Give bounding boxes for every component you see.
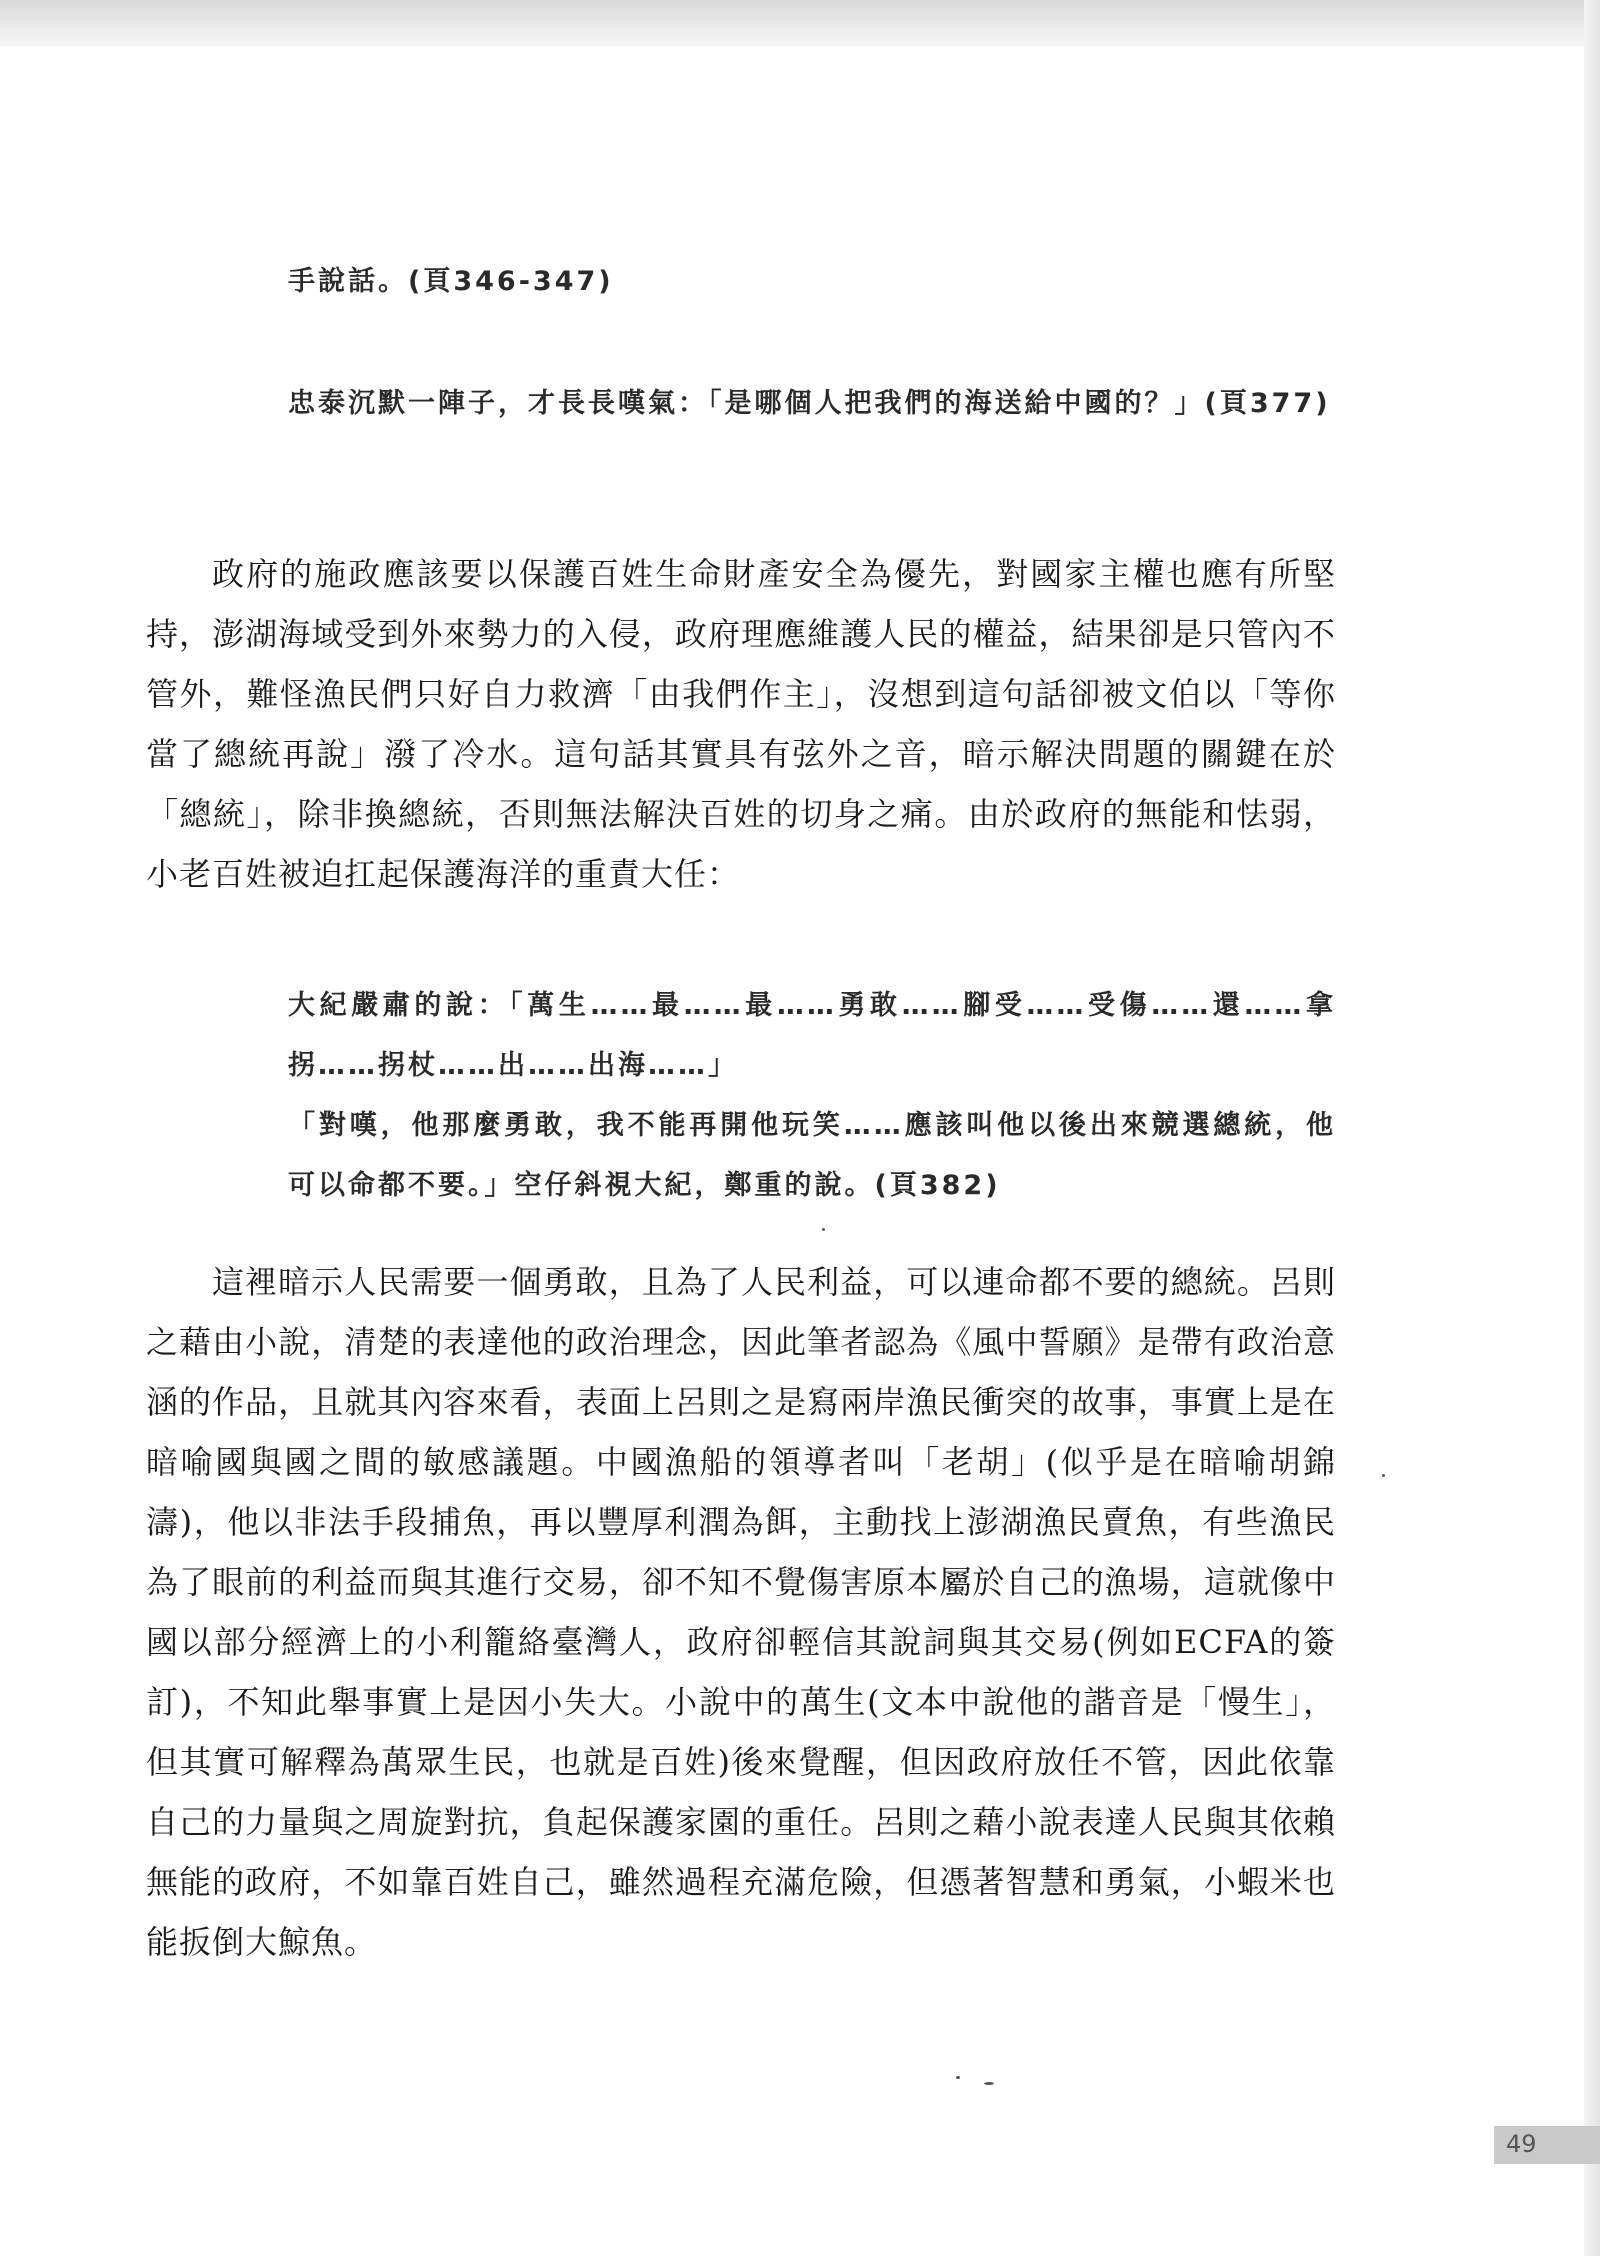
- quote-block-1: [288, 252, 1336, 312]
- scan-speck: [984, 2082, 994, 2085]
- scan-shadow-right: [1584, 0, 1600, 2256]
- quote-text: 大紀嚴肅的說：「萬生……最……最……勇敢……腳受……受傷……還……拿拐……拐杖……出……出海……」: [288, 990, 1336, 1081]
- quote-text: 手說話。(頁346-347): [288, 266, 614, 297]
- body-paragraph-1: 政府的施政應該要以保護百姓生命財產安全為優先，對國家主權也應有所堅持，澎湖海域受到外來勢力的入侵，政府理應維護人民的權益，結果卻是只管內不管外，難怪漁民們只好自力救濟「由我們作主」，沒想到這句話卻被文伯以「等你當了總統再說」潑了冷水。這句話其實具有弦外之音，暗示解決問題的關鍵在於「總統」，除非換總統，否則無法解決百姓的切身之痛。由於政府的無能和怯弱，小老百姓被迫扛起保護海洋的重責大任：: [146, 555, 1336, 893]
- quote-text: 忠泰沉默一陣子，才長長嘆氣：「是哪個人把我們的海送給中國的？」(頁377): [288, 388, 1331, 419]
- page-number: 49: [1506, 2130, 1537, 2158]
- scan-shadow-top: [0, 0, 1600, 46]
- page-number-badge: [1494, 2126, 1600, 2164]
- quote-text: 「對嘆，他那麼勇敢，我不能再開他玩笑……應該叫他以後出來競選總統，他可以命都不要。」空仔斜視大紀，鄭重的說。(頁382): [288, 1110, 1336, 1201]
- scan-speck: [822, 1228, 825, 1231]
- scan-speck: [956, 2076, 960, 2079]
- scan-speck: [1382, 1474, 1385, 1477]
- body-paragraph-2: 這裡暗示人民需要一個勇敢，且為了人民利益，可以連命都不要的總統。呂則之藉由小說，清楚的表達他的政治理念，因此筆者認為《風中誓願》是帶有政治意涵的作品，且就其內容來看，表面上呂則之是寫兩岸漁民衝突的故事，事實上是在暗喻國與國之間的敏感議題。中國漁船的領導者叫「老胡」(似乎是在暗喻胡錦濤)，他以非法手段捕魚，再以豐厚利潤為餌，主動找上澎湖漁民賣魚，有些漁民為了眼前的利益而與其進行交易，卻不知不覺傷害原本屬於自己的漁場，這就像中國以部分經濟上的小利籠絡臺灣人，政府卻輕信其說詞與其交易(例如ECFA的簽訂)，不知此舉事實上是因小失大。小說中的萬生(文本中說他的諧音是「慢生」，但其實可解釋為萬眾生民，也就是百姓)後來覺醒，但因政府放任不管，因此依靠自己的力量與之周旋對抗，負起保護家園的重任。呂則之藉小說表達人民與其依賴無能的政府，不如靠百姓自己，雖然過程充滿危險，但憑著智慧和勇氣，小蝦米也能扳倒大鯨魚。: [146, 1263, 1336, 1961]
- quote-block-3: [288, 976, 1336, 1216]
- quote-block-2: [288, 374, 1336, 434]
